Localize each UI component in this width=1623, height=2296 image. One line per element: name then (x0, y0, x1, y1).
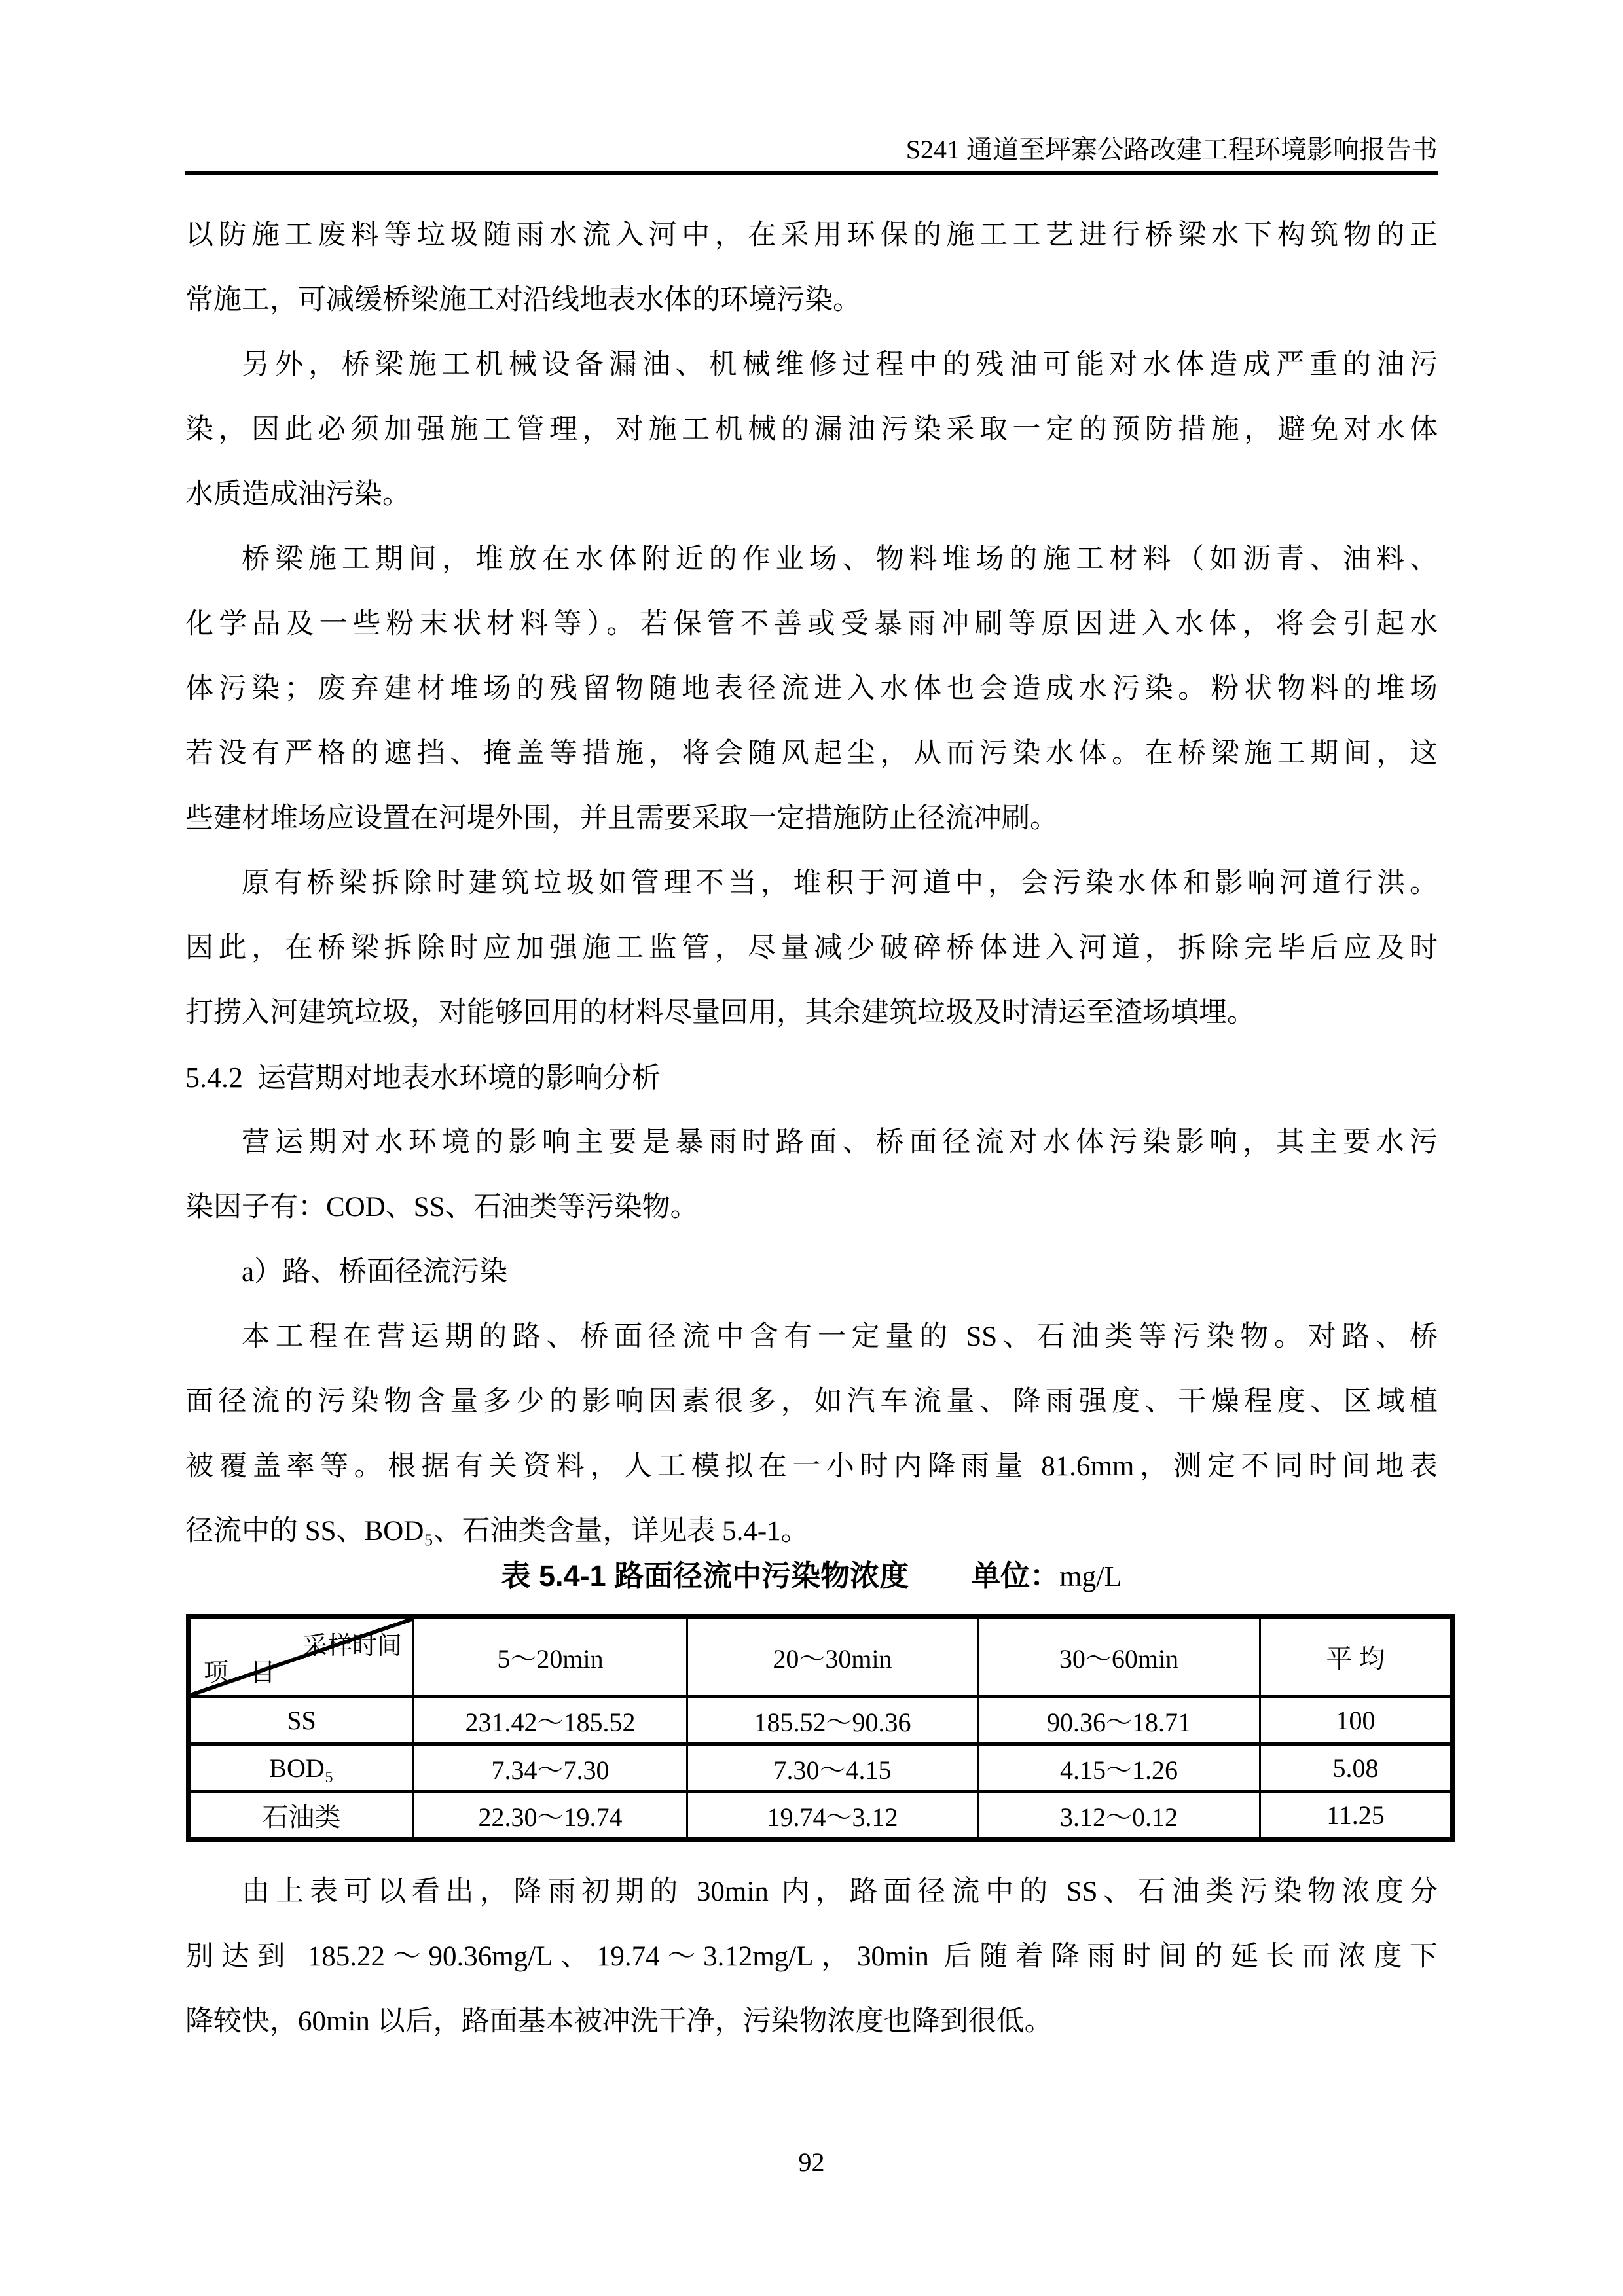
body-line: 被覆盖率等。根据有关资料，人工模拟在一小时内降雨量 81.6mm，测定不同时间地表 (185, 1451, 1438, 1482)
body-line: 营运期对水环境的影响主要是暴雨时路面、桥面径流对水体污染影响，其主要水污 (242, 1127, 1438, 1158)
table-cell: 231.42～185.52 (414, 1696, 687, 1744)
table-cell: 90.36～18.71 (978, 1696, 1260, 1744)
table-cell: 22.30～19.74 (414, 1792, 687, 1840)
row-item-label: 石油类 (189, 1792, 414, 1840)
table-cell: 7.30～4.15 (687, 1744, 978, 1792)
table-row (189, 1792, 1453, 1840)
page-header-title: S241 通道至坪寨公路改建工程环境影响报告书 (905, 135, 1438, 164)
table-column-header: 5～20min (414, 1617, 687, 1696)
body-line: 些建材堆场应设置在河堤外围，并且需要采取一定措施防止径流冲刷。 (185, 803, 1058, 834)
body-line: 面径流的污染物含量多少的影响因素很多，如汽车流量、降雨强度、干燥程度、区域植 (185, 1386, 1438, 1417)
table-cell: 7.34～7.30 (414, 1744, 687, 1792)
body-line: 化学品及一些粉末状材料等）。若保管不善或受暴雨冲刷等原因进入水体，将会引起水 (185, 609, 1438, 639)
body-line: 染，因此必须加强施工管理，对施工机械的漏油污染采取一定的预防措施，避免对水体 (185, 414, 1438, 445)
table-corner-cell (189, 1617, 414, 1696)
body-line: a）路、桥面径流污染 (242, 1257, 508, 1287)
table-column-header: 30～60min (978, 1617, 1260, 1696)
table-title (185, 1550, 1438, 1602)
table-caption: 表 5.4-1 路面径流中污染物浓度 (501, 1559, 909, 1592)
row-item-label: SS (189, 1696, 414, 1744)
body-line: 体污染；废弃建材堆场的残留物随地表径流进入水体也会造成水污染。粉状物料的堆场 (185, 673, 1438, 704)
table-cell: 185.52～90.36 (687, 1696, 978, 1744)
corner-label-item: 项 目 (204, 1659, 283, 1687)
row-item-label: BOD₅ (189, 1744, 414, 1792)
body-line: 降较快，60min 以后，路面基本被冲洗干净，污染物浓度也降到很低。 (185, 2006, 1053, 2037)
body-line: 打捞入河建筑垃圾，对能够回用的材料尽量回用，其余建筑垃圾及时清运至渣场填埋。 (185, 997, 1255, 1028)
section-heading: 5.4.2 运营期对地表水环境的影响分析 (185, 1062, 661, 1094)
after-table-paragraph (185, 1859, 1438, 2054)
body-line: 因此，在桥梁拆除时应加强施工监管，尽量减少破碎桥体进入河道，拆除完毕后应及时 (185, 933, 1438, 963)
body-line: 径流中的 SS、BOD₅、石油类含量，详见表 5.4-1。 (185, 1516, 809, 1547)
body-line: 桥梁施工期间，堆放在水体附近的作业场、物料堆场的施工材料（如沥青、油料、 (242, 544, 1438, 575)
body-line: 由上表可以看出，降雨初期的 30min 内，路面径流中的 SS、石油类污染物浓度分 (242, 1876, 1438, 1907)
table-cell: 100 (1260, 1696, 1453, 1744)
body-line: 以防施工废料等垃圾随雨水流入河中，在采用环保的施工工艺进行桥梁水下构筑物的正 (185, 220, 1438, 251)
table-cell: 3.12～0.12 (978, 1792, 1260, 1840)
header-rule (185, 171, 1438, 175)
table-unit-label: 单位： (971, 1559, 1060, 1592)
body-line: 本工程在营运期的路、桥面径流中含有一定量的 SS、石油类等污染物。对路、桥 (242, 1321, 1438, 1352)
table-cell: 19.74～3.12 (687, 1792, 978, 1840)
table-row (189, 1696, 1453, 1744)
body-line: 别达到 185.22～90.36mg/L、19.74～3.12mg/L，30min 后随着降雨时间的延长而浓度下 (185, 1941, 1438, 1972)
body-line: 原有桥梁拆除时建筑垃圾如管理不当，堆积于河道中，会污染水体和影响河道行洪。 (242, 868, 1438, 899)
table-header-row (189, 1617, 1453, 1696)
table-cell: 5.08 (1260, 1744, 1453, 1792)
table-unit-value: mg/L (1059, 1560, 1122, 1592)
body-line: 若没有严格的遮挡、掩盖等措施，将会随风起尘，从而污染水体。在桥梁施工期间，这 (185, 738, 1438, 769)
runoff-pollutant-table (186, 1614, 1455, 1842)
table-cell: 4.15～1.26 (978, 1744, 1260, 1792)
body-line: 另外，桥梁施工机械设备漏油、机械维修过程中的残油可能对水体造成严重的油污 (242, 350, 1438, 380)
body-line: 水质造成油污染。 (185, 479, 410, 510)
body-line: 染因子有：COD、SS、石油类等污染物。 (185, 1192, 699, 1223)
corner-label-sampling-time: 采样时间 (302, 1632, 402, 1660)
table-column-header: 20～30min (687, 1617, 978, 1696)
document-body (185, 203, 1438, 1564)
table-row (189, 1744, 1453, 1792)
page-number: 92 (798, 2147, 825, 2177)
table-cell: 11.25 (1260, 1792, 1453, 1840)
body-line: 常施工，可减缓桥梁施工对沿线地表水体的环境污染。 (185, 285, 861, 315)
table-column-header: 平 均 (1260, 1617, 1453, 1696)
